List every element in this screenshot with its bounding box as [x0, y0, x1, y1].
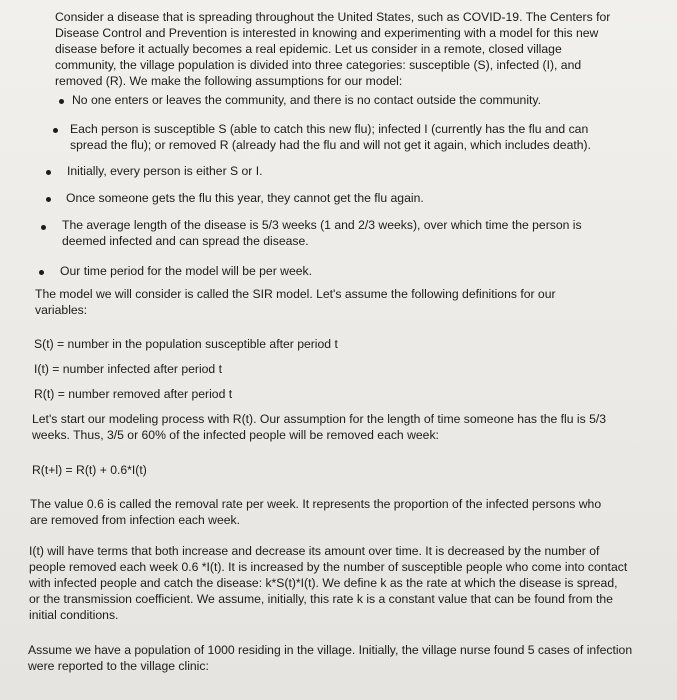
intro-paragraph [55, 9, 625, 89]
bullet-item: The average length of the disease is 5/3 weeks (1 and 2/3 weeks), over which time the person is deemed infected and can spread the disease. [62, 218, 582, 248]
bullet-dot [53, 128, 58, 133]
bullet-dot [41, 225, 46, 230]
bullet-item: Our time period for the model will be per week. [60, 264, 312, 278]
model-intro: The model we will consider is called the SIR model. Let's assume the following definitions for our variables: [35, 287, 556, 317]
bullet-dot [46, 170, 51, 175]
intro-text: Consider a disease that is spreading throughout the United States, such as COVID-19. The Centers for Disease Control and Prevention is interested in knowing and experimenting with a model for this new disease before it actually becomes a real epidemic. Let us consider in a remote, closed village community, the village population is divided into three categories: susceptible (S), infected (I), and removed (R). We make the following assumptions for our model: [55, 10, 611, 88]
bullet-item: Once someone gets the flu this year, they cannot get the flu again. [66, 191, 424, 205]
infected-paragraph: I(t) will have terms that both increase and decrease its amount over time. It is decreased by the number of people removed each week 0.6 *I(t). It is increased by the number of susceptible people who come into contact with infected people and catch the disease: k*S(t)*I(t). We define k as the rate at which the disease is spread, or the transmission coefficient. We assume, initially, this rate k is a constant value that can be found from the initial conditions. [29, 544, 628, 622]
definition-r: R(t) = number removed after period t [34, 387, 233, 401]
bullet-item: Initially, every person is either S or I. [67, 164, 263, 178]
bullet-dot [59, 99, 64, 104]
bullet-item: No one enters or leaves the community, and there is no contact outside the community. [72, 93, 542, 107]
bullet-dot [46, 197, 51, 202]
population-paragraph: Assume we have a population of 1000 residing in the village. Initially, the village nurse found 5 cases of infection were reported to the village clinic: [28, 643, 633, 673]
bullet-item: Each person is susceptible S (able to catch this new flu); infected I (currently has the flu and can spread the flu); or removed R (already had the flu and will not get it again, which includes death). [70, 122, 591, 152]
definition-s: S(t) = number in the population susceptible after period t [34, 337, 338, 351]
bullet-dot [39, 270, 44, 275]
removal-rate-paragraph: The value 0.6 is called the removal rate per week. It represents the proportion of the infected persons who are removed from infection each week. [30, 497, 602, 527]
definition-i: I(t) = number infected after period t [34, 362, 222, 376]
r-paragraph: Let's start our modeling process with R(t). Our assumption for the length of time someone has the flu is 5/3 weeks. Thus, 3/5 or 60% of the infected people will be removed each week: [32, 412, 607, 442]
removal-equation: R(t+l) = R(t) + 0.6*I(t) [32, 463, 147, 477]
